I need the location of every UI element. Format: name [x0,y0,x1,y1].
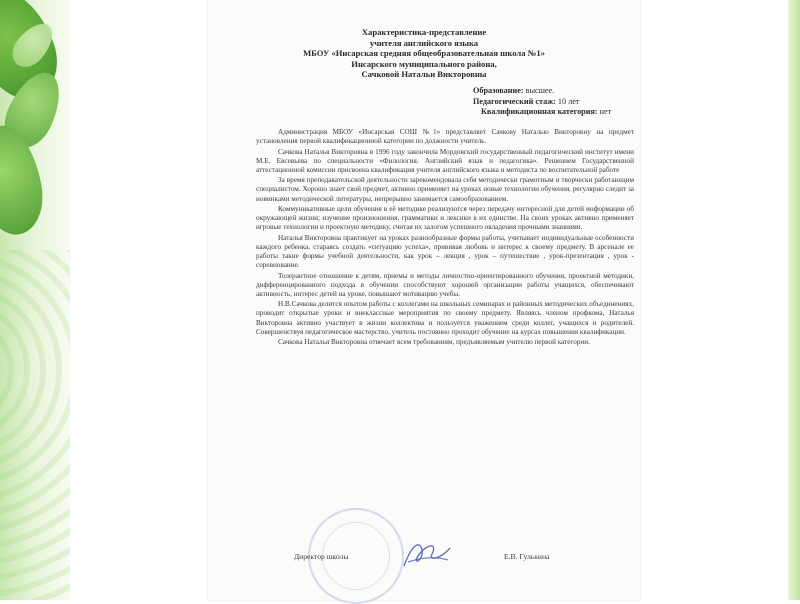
paragraph: Коммуникативные цели обучения в её методике реализуются через передачу интересной для детей информации об окружающей жизни; изучение произношения, грамматики и лексики в их единстве. На своих уроках активно применяет игровые технологии и проектную методику, считая их залогом успешного овладения прочными знаниями. [256,205,634,232]
paragraph: Толерантное отношение к детям, приемы и методы личностно-ориентированного обучения, проектной методики, дифференцированного подхода в обучении способствуют хорошей организации работы учащихся, обеспечивают активность, интерес детей на уроке, повышают мотивацию учебы. [256,271,634,298]
document-body [256,128,634,349]
paragraph: Администрация МБОУ «Инсарская СОШ №1» представляет Сачкову Наталью Викторовну на предмет установления первой квалификационной категории по должности учитель. [256,128,634,146]
document-header [208,27,640,80]
decorative-leaf-border [0,0,70,600]
category-value: нет [599,107,612,117]
paragraph: Сачкова Наталья Викторовна в 1996 году закончила Мордовский государственный педагогический институт имени М.Е. Евсевьева по специальности «Филология. Английский язык и педагогика». Решением Государственной аттестационной комиссии присвоена квалификация учителя английского языка и методиста по воспитательной работе [256,147,634,174]
header-position: учителя английского языка [369,37,479,48]
header-district: Инсарского муниципального района, [351,58,497,69]
swirl-pattern [0,250,70,600]
header-teacher-name: Сачковой Натальи Викторовны [361,69,487,80]
director-role: Директор школы [294,552,349,561]
meta-category [481,107,611,118]
experience-value: 10 лет [557,96,580,106]
paragraph: За время преподавательской деятельности зарекомендовала себя методически грамотным и творчески работающим специалистом. Хорошо знает свой предмет, активно применяет на уроках новые технологии обучения, регулярно следит за новинками методической литературы, непрерывно занимается самообразованием. [256,176,634,203]
director-name: Е.В. Гулькина [504,552,550,561]
education-value: высшее. [525,86,555,95]
decorative-right-border [788,0,800,600]
experience-label: Педагогический стаж: [473,96,556,106]
header-school: МБОУ «Инсарская средняя общеобразовательная школа №1» [303,48,545,59]
meta-education [473,86,611,97]
paragraph: Сачкова Наталья Викторовна отвечает всем требованиям, предъявляемым учителю первой категории. [278,338,590,347]
meta-experience [473,97,611,108]
signature-icon [398,536,456,574]
paragraph: Наталья Викторовна практикует на уроках разнообразные формы работы, учитывает индивидуальные особенности каждого ребенка, стараясь создать «ситуацию успеха», прививая любовь и интерес к своему предмету. В арсенале ее работы такие формы учебной деятельности, как урок – лекция , урок – путешествие , урок-презентация , урок - соревнование. [256,233,634,270]
education-label: Образование: [473,86,524,95]
paragraph: Н.В.Сачкова делится опытом работы с коллегами на школьных семинарах и районных методических объединениях, проводит открытые уроки и внеклассные мероприятия по своему предмету. Являясь членом профкома, Наталья Викторовна активно участвует в жизни коллектива и пользуется уважением среди коллег, учащихся и родителей. Совершенствуя педагогическое мастерство, учитель постоянно проходит обучение на курсах повышения квалификации. [256,300,634,336]
teacher-meta [473,86,611,118]
scanned-document [208,0,640,600]
category-label: Квалификационная категория: [481,107,598,117]
header-title: Характеристика-представление [361,27,487,37]
